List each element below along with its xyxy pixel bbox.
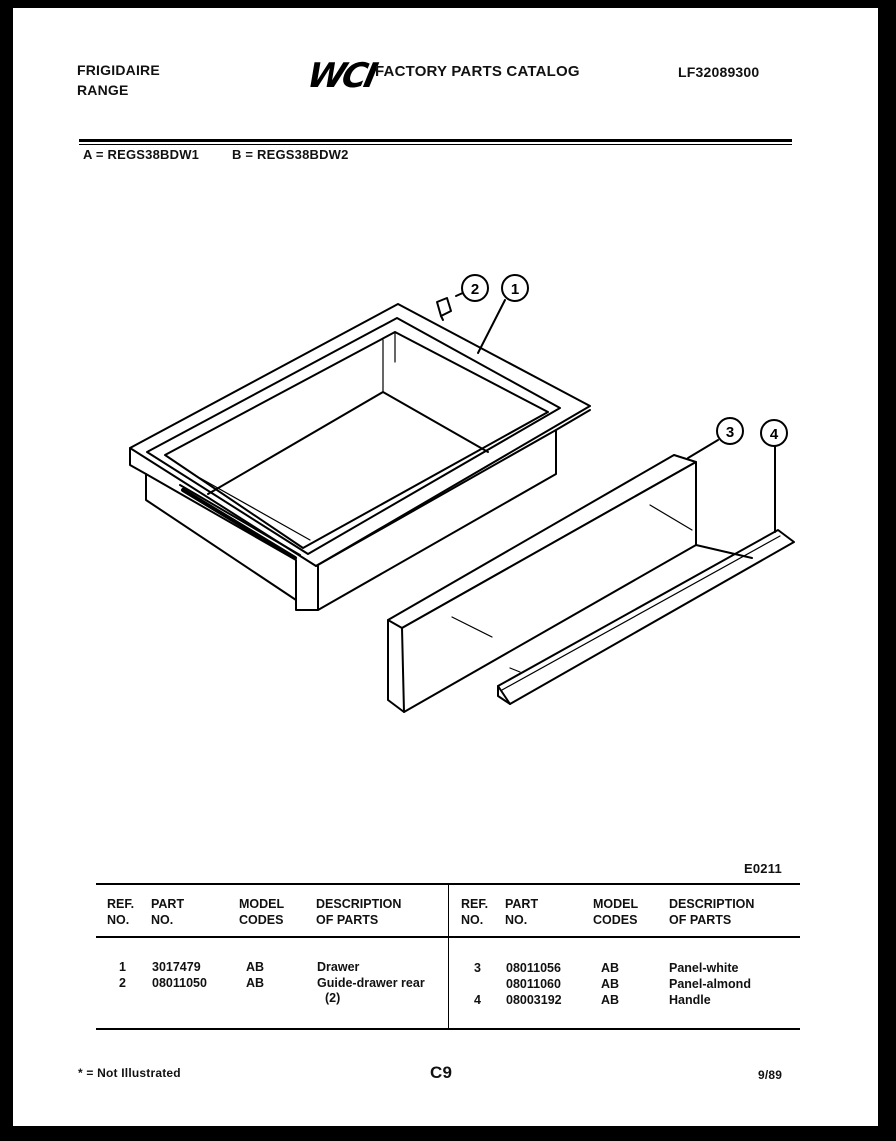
- codes-cell: AB: [601, 977, 620, 991]
- callout-3: 3: [725, 424, 735, 441]
- table-divider: [448, 885, 449, 1028]
- header-desc-right: DESCRIPTION OF PARTS: [669, 897, 755, 927]
- guide-illustration: [437, 298, 451, 320]
- codes-cell: AB: [246, 960, 265, 974]
- catalog-code: LF32089300: [678, 64, 760, 80]
- model-b: B = REGS38BDW2: [232, 147, 349, 162]
- ref-cell: 1: [119, 960, 126, 974]
- model-a: A = REGS38BDW1: [83, 147, 200, 162]
- desc-cell: (2): [325, 991, 341, 1005]
- codes-cell: AB: [246, 976, 265, 990]
- ref-cell: 2: [119, 976, 126, 990]
- desc-cell: Guide-drawer rear: [317, 976, 425, 990]
- catalog-title: FACTORY PARTS CATALOG: [375, 63, 580, 80]
- table-bottom-rule: [96, 1028, 800, 1030]
- header-ref-right: REF. NO.: [461, 897, 489, 927]
- page-number: C9: [430, 1063, 453, 1082]
- callout-2: 2: [470, 281, 480, 298]
- header-part-right: PART NO.: [505, 897, 539, 927]
- desc-cell: Panel-almond: [669, 977, 751, 991]
- part-cell: 08011056: [506, 961, 561, 975]
- header-part-left: PART NO.: [151, 897, 185, 927]
- header-model-right: MODEL CODES: [593, 897, 639, 927]
- codes-cell: AB: [601, 993, 620, 1007]
- codes-cell: AB: [601, 961, 620, 975]
- ref-cell: 3: [474, 961, 481, 975]
- callout-4: 4: [769, 426, 779, 443]
- desc-cell: Drawer: [317, 960, 360, 974]
- part-cell: 3017479: [152, 960, 201, 974]
- desc-cell: Handle: [669, 993, 711, 1007]
- part-cell: 08011060: [506, 977, 561, 991]
- figure-code: E0211: [744, 861, 782, 876]
- not-illustrated-note: * = Not Illustrated: [78, 1066, 181, 1080]
- wci-logo: WCI: [303, 56, 379, 96]
- product-type: RANGE: [77, 82, 129, 98]
- part-cell: 08011050: [152, 976, 207, 990]
- ref-cell: 4: [474, 993, 481, 1007]
- part-cell: 08003192: [506, 993, 562, 1007]
- callout-1: 1: [510, 281, 520, 298]
- desc-cell: Panel-white: [669, 961, 739, 975]
- header-desc-left: DESCRIPTION OF PARTS: [316, 897, 402, 927]
- header-model-left: MODEL CODES: [239, 897, 285, 927]
- header-ref-left: REF. NO.: [107, 897, 135, 927]
- brand-name: FRIGIDAIRE: [77, 62, 160, 78]
- revision-date: 9/89: [758, 1068, 783, 1082]
